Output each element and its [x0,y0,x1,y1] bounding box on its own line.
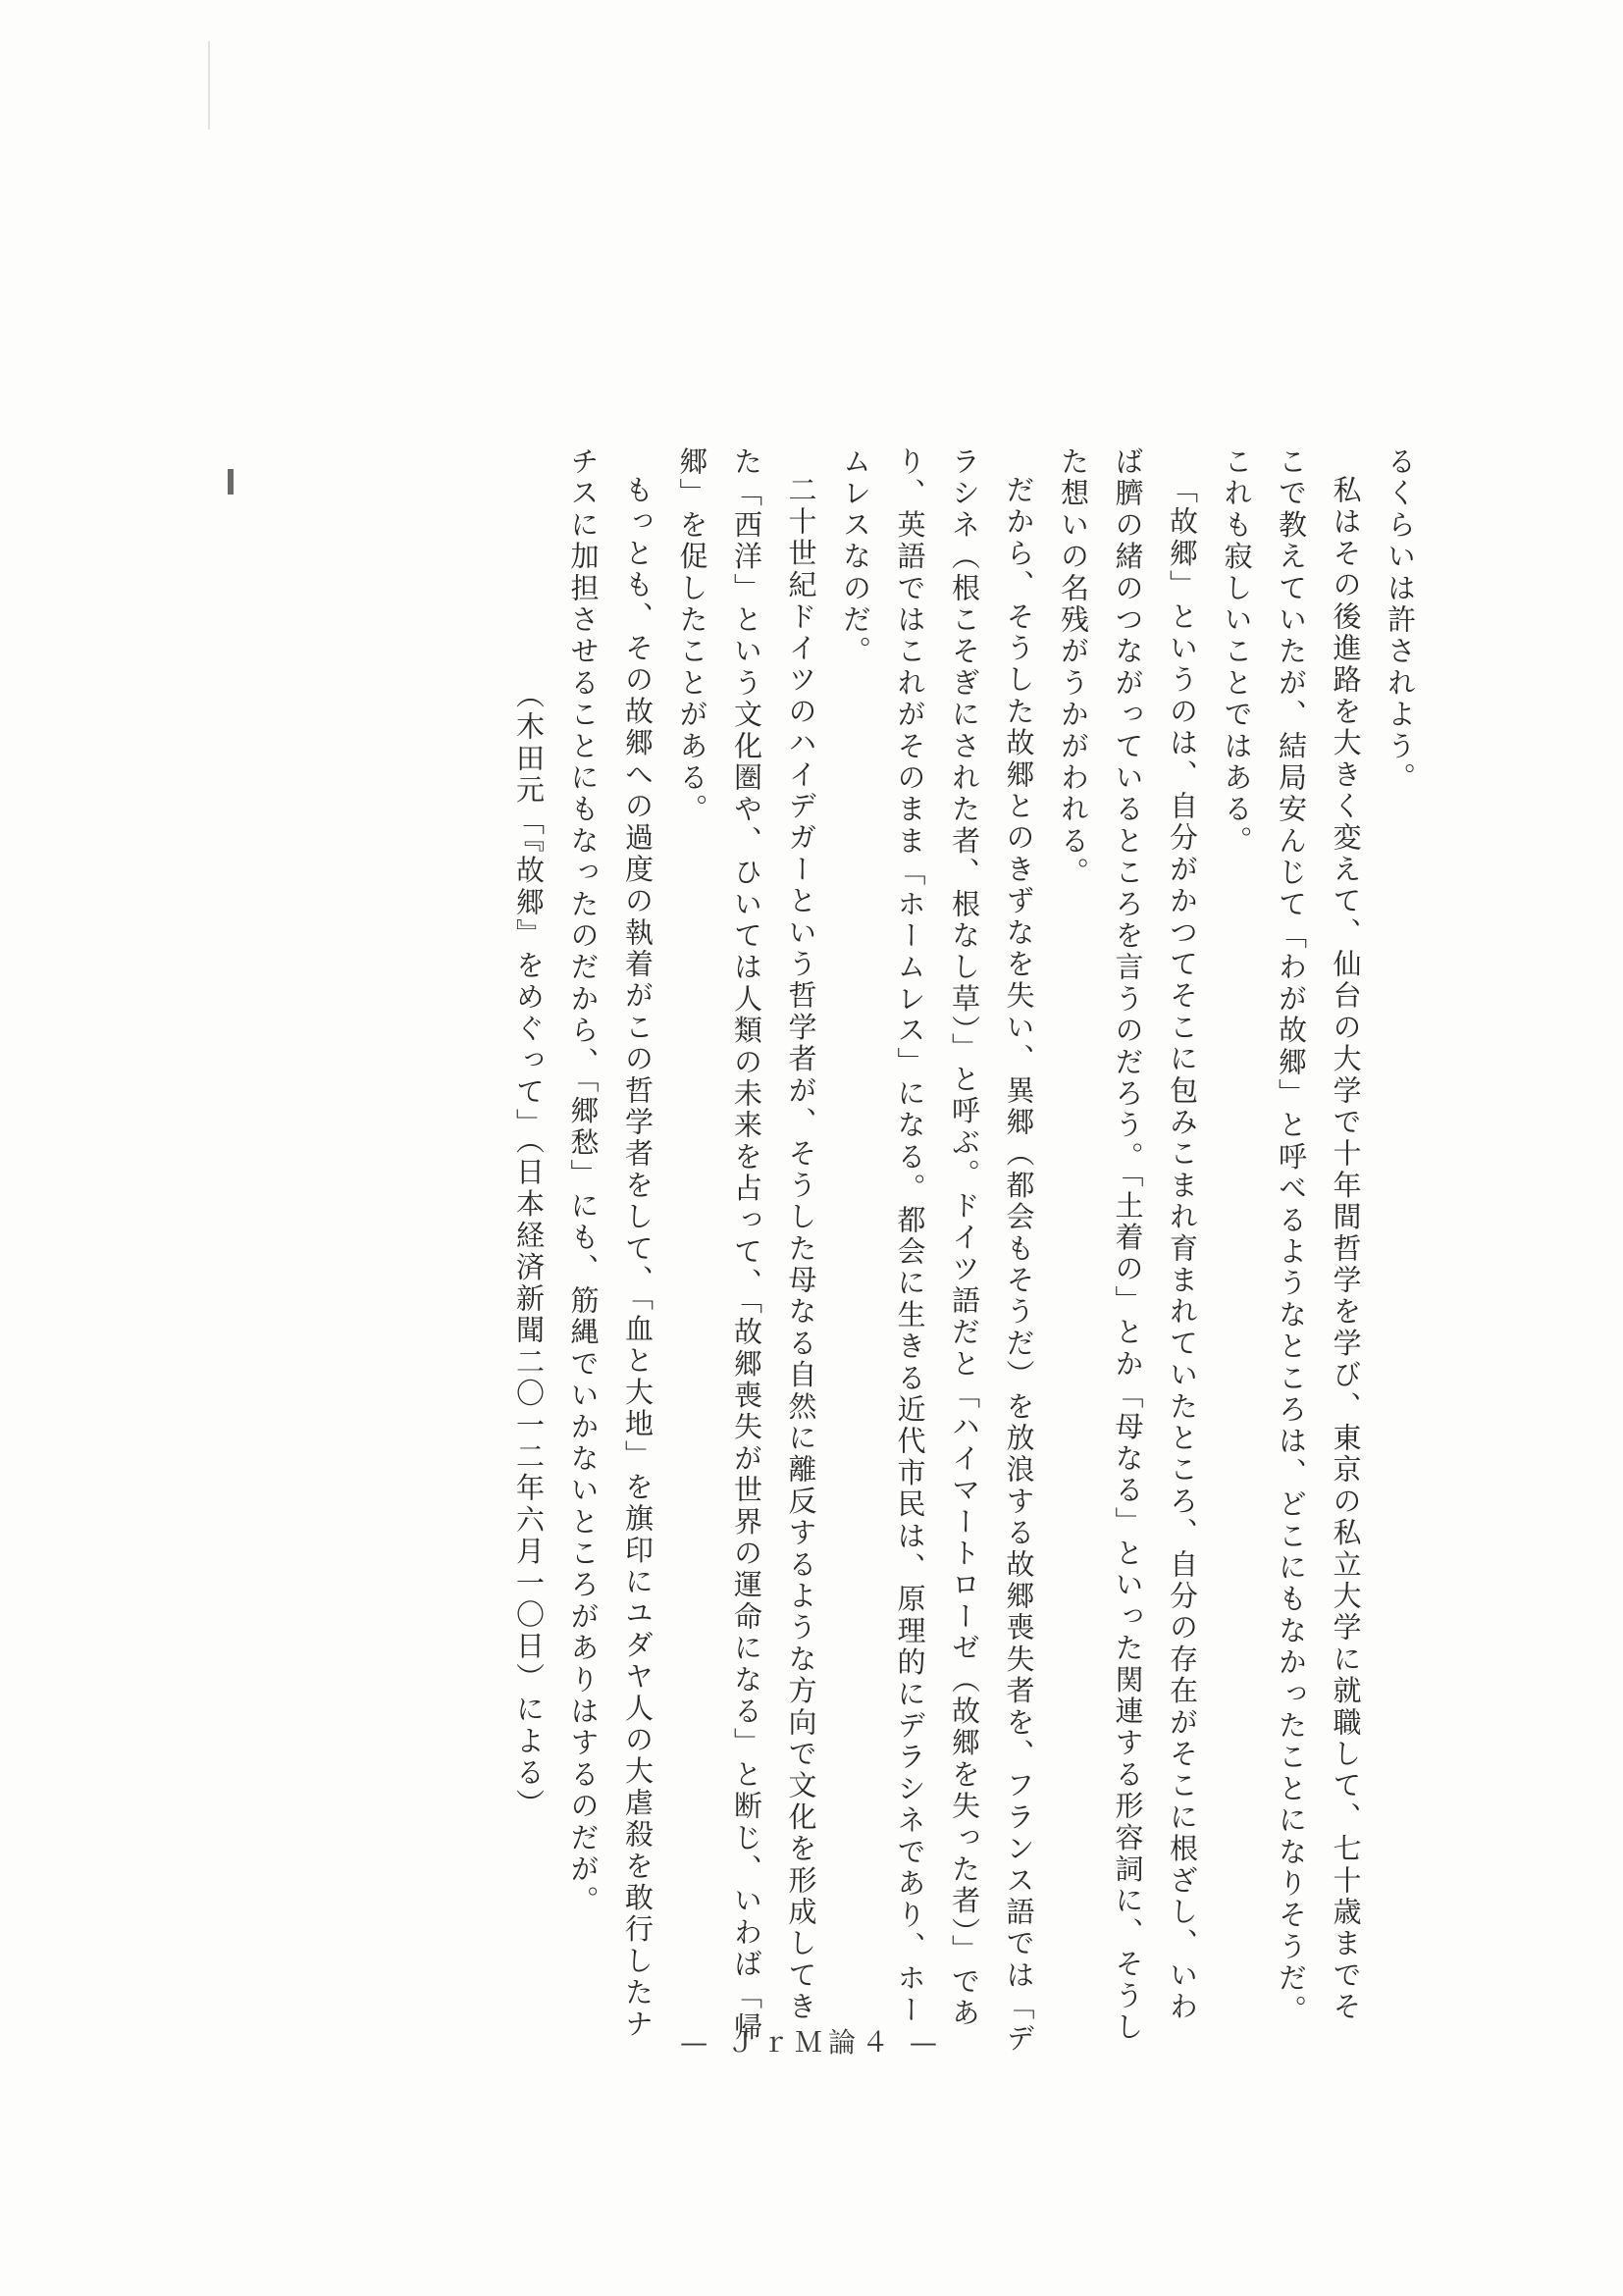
text-column: 「故郷」というのは、自分がかつてそこに包みこまれ育まれていたところ、自分の存在がそこに根ざし、いわ [1166,475,1199,2023]
text-column: 二十世紀ドイツのハイデガーという哲学者が、そうした母なる自然に離反するような方向で文化を形成してき [784,475,818,2023]
text-column: だから、そうした故郷とのきずなを失い、異郷（都会もそうだ）を放浪する故郷喪失者を、フランス語では「デ [1002,475,1036,2055]
source-citation: （木田元「『故郷』をめぐって」（日本経済新聞二〇一二年六月一〇日）による） [512,679,546,1820]
scan-artifact-line [208,41,210,130]
text-column: た想いの名残がうかがわれる。 [1057,446,1090,889]
text-column: 私はその後進路を大きく変えて、仙台の大学で十年間哲学を学び、東京の私立大学に就職して、七十歳までそ [1329,475,1363,2023]
text-column: こで教えていたが、結局安んじて「わが故郷」と呼べるようなところは、どこにもなかったことになりそうだ。 [1275,446,1308,2026]
text-column: ば臍の緒のつながっているところを言うのだろう。「土着の」とか「母なる」といった関連する形容詞に、そうし [1111,446,1145,2044]
text-column: ラシネ（根こそぎにされた者、根なし草）」と呼ぶ。ドイツ語だと「ハイマートローゼ（故郷を失った者）」であ [948,446,981,2030]
text-column: るくらいは許されよう。 [1384,446,1417,795]
text-column: 郷」を促したことがある。 [675,446,709,826]
text-column: り、英語ではこれがそのまま「ホームレス」になる。都会に生きる近代市民は、原理的にデラシネであり、ホー [893,446,927,2026]
text-column: もっとも、その故郷への過度の執着がこの哲学者をして、「血と大地」を旗印にユダヤ人の大虐殺を敢行したナ [621,475,654,2041]
text-column: チスに加担させることにもなったのだから、「郷愁」にも、筋縄でいかないところがありはするのだが。 [566,446,601,1917]
page-number: — ＪｒＭ論４ — [680,2026,943,2059]
text-column: これも寂しいことではある。 [1220,446,1254,858]
text-column: ムレスなのだ。 [839,446,872,668]
scan-artifact-mark [228,469,234,495]
text-column: た「西洋」という文化圏や、ひいては人類の未来を占って、「故郷喪失が世界の運命になる」と断じ、いわば「帰 [730,446,763,2044]
